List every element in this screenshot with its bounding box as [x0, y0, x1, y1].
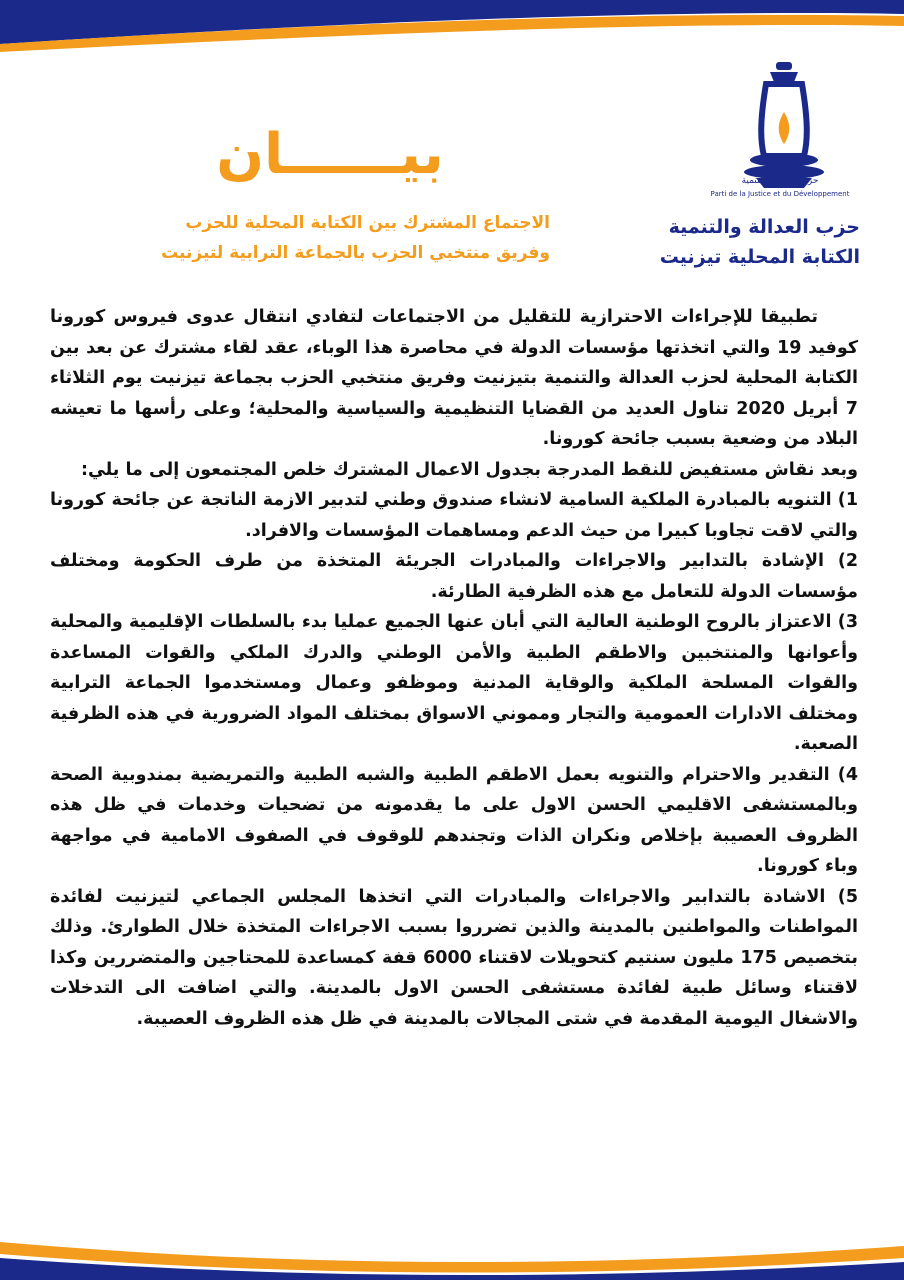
- statement-body: [50, 302, 858, 1034]
- resolution-item-4: 4) التقدير والاحترام والتنويه بعمل الاطقم الطبية والشبه الطبية والتمريضية بمندوبية الصحة وبالمستشفى الاقليمي الحسن الاول على ما يقدمونه من تضحيات وخدمات في ظل هذه الظروف العصيبة بإخلاص ونكران الذات وتجندهم للوقوف في الصفوف الامامية في مواجهة وباء كورونا.: [50, 764, 858, 876]
- top-swoosh-decoration: [0, 0, 904, 60]
- logo-caption-latin: Parti de la Justice et du Développement: [710, 190, 850, 198]
- logo-caption-arabic: حزب العدالة والتنمية: [741, 176, 819, 186]
- resolution-item-5: 5) الاشادة بالتدابير والاجراءات والمبادرات التي اتخذها المجلس الجماعي لتيزنيت لفائدة المواطنات والمواطنين بالمدينة والذين تضرروا بسبب الاجراءات المتخذة خلال الطوارئ. وذلك بتخصيص 175 مليون سنتيم كتحويلات لاقتناء 6000 قفة كمساعدة للمحتاجين والمتضررين وكذا لاقتناء وسائل طبية لفائدة مستشفى الحسن الاول بالمدينة. والتي اضافت الى التدخلات والاشغال اليومية المقدمة في شتى المجالات بالمدينة في ظل هذه الظروف العصيبة.: [50, 886, 858, 1029]
- resolution-item-2: 2) الإشادة بالتدابير والاجراءات والمبادرات الجريئة المتخذة من طرف الحكومة ومختلف مؤسسات الدولة للتعامل مع هذه الظرفية الطارئة.: [50, 551, 858, 602]
- intro-paragraph: تطبيقا للإجراءات الاحترازية للتقليل من الاجتماعات لتفادي انتقال عدوى فيروس كورونا كوفيد 19 والتي اتخذتها مؤسسات الدولة في محاصرة هذا الوباء، عقد لقاء مشترك عن بعد بين الكتابة المحلية لحزب العدالة والتنمية بتيزنيت وفريق منتخبي الحزب بجماعة تيزنيت يوم الثلاثاء 7 أبريل 2020 تناول العديد من القضايا التنظيمية والسياسية والمحلية؛ وعلى رأسها ما تعيشه البلاد من وضعية بسبب جائحة كورونا.: [50, 307, 859, 449]
- org-line-party: حزب العدالة والتنمية: [668, 216, 860, 238]
- subtitle-line-1: الاجتماع المشترك بين الكتابة المحلية للحزب: [185, 213, 550, 233]
- subtitle-line-2: وفريق منتخبي الحزب بالجماعة الترابية لتيزنيت: [161, 243, 550, 263]
- document-title: بيــــــان: [216, 122, 444, 187]
- lantern-icon: [724, 60, 844, 210]
- org-line-branch: الكتابة المحلية تيزنيت: [659, 246, 860, 268]
- document-subtitle: [110, 208, 550, 268]
- resolution-item-3: 3) الاعتزاز بالروح الوطنية العالية التي أبان عنها الجميع عمليا بدء بالسلطات الإقليمية والمحلية وأعوانها والمنتخبين والاطقم الطبية والأمن الوطني والدرك الملكي والقوات المساعدة والقوات المسلحة الملكية والوقاية المدنية وموظفو وعمال ومستخدموا الجماعة الترابية ومختلف الادارات العمومية والتجار ومموني الاسواق بمختلف المواد الضرورية في هذه الظرفية الصعبة.: [50, 612, 858, 754]
- bottom-swoosh-decoration: [0, 1228, 904, 1280]
- resolution-item-1: 1) التنويه بالمبادرة الملكية السامية لانشاء صندوق وطني لتدبير الازمة الناتجة عن جائحة كورونا والتي لاقت تجاوبا كبيرا من حيث الدعم ومساهمات المؤسسات والافراد.: [50, 490, 858, 541]
- lead-paragraph: وبعد نقاش مستفيض للنقط المدرجة بجدول الاعمال المشترك خلص المجتمعون إلى ما يلي:: [80, 459, 858, 480]
- organization-name: [640, 212, 860, 272]
